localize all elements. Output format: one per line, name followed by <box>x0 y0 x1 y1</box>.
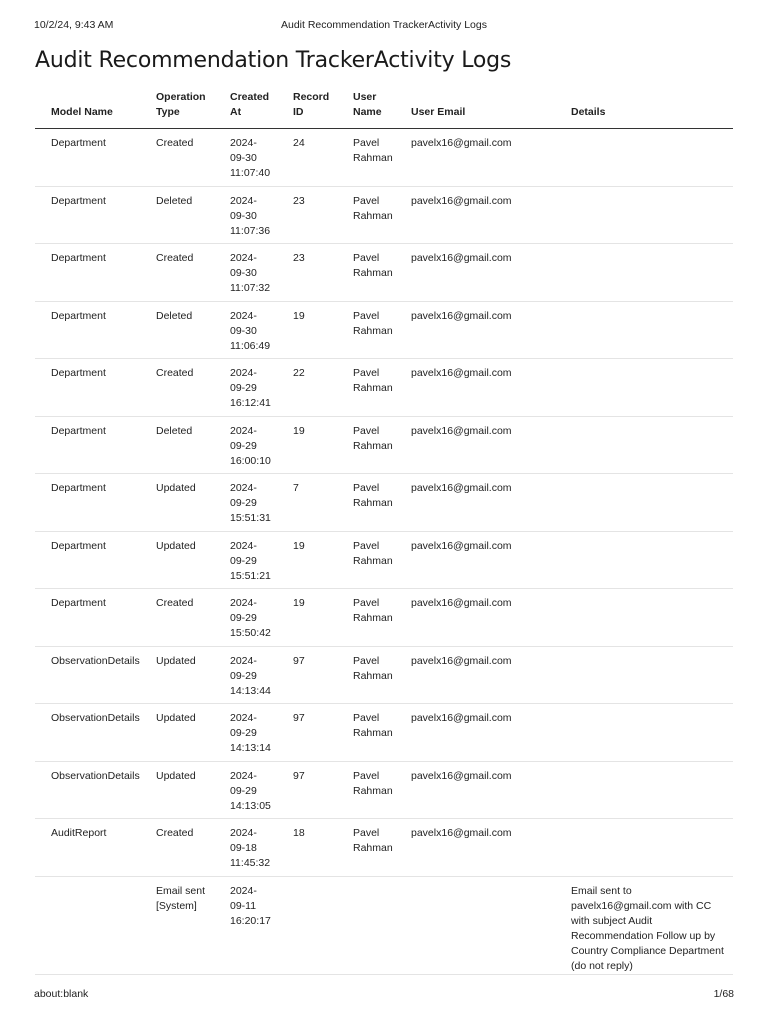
cell-user-name <box>337 129 395 187</box>
cell-record-id <box>277 474 337 532</box>
cell-user-name <box>337 589 395 647</box>
cell-user-email <box>395 359 555 417</box>
cell-model-name <box>35 646 140 704</box>
cell-user-email <box>395 761 555 819</box>
cell-record-id <box>277 646 337 704</box>
cell-created-at-text: 2024-09-29 14:13:14 <box>230 712 271 754</box>
cell-user-email <box>395 129 555 187</box>
cell-user-name-text: Pavel Rahman <box>353 539 393 567</box>
cell-operation-type <box>140 589 214 647</box>
cell-record-id-text: 97 <box>293 654 305 667</box>
cell-created-at <box>214 646 277 704</box>
cell-user-email-text: pavelx16@gmail.com <box>411 137 512 149</box>
cell-user-name-text: Pavel Rahman <box>353 597 393 624</box>
cell-model-name-text: Department <box>51 252 106 264</box>
cell-created-at-text: 2024-09-11 16:20:17 <box>230 884 271 927</box>
cell-user-email-text: pavelx16@gmail.com <box>411 482 512 494</box>
cell-record-id-text: 19 <box>293 424 305 437</box>
cell-user-email-text: pavelx16@gmail.com <box>411 769 512 782</box>
cell-user-name <box>337 359 395 417</box>
cell-model-name-text: Department <box>51 137 106 149</box>
cell-operation-type-text: Created <box>156 252 194 264</box>
cell-record-id <box>277 819 337 877</box>
cell-model-name-text: Department <box>51 309 106 322</box>
cell-created-at <box>214 819 277 877</box>
cell-user-name <box>337 646 395 704</box>
cell-user-email <box>395 301 555 359</box>
cell-operation-type <box>140 186 214 244</box>
table-row <box>35 301 733 359</box>
cell-model-name <box>35 186 140 244</box>
cell-record-id <box>277 704 337 762</box>
cell-user-name <box>337 876 395 974</box>
cell-model-name-text: ObservationDetails <box>51 712 140 724</box>
cell-record-id-text: 23 <box>293 252 305 264</box>
cell-user-email-text: pavelx16@gmail.com <box>411 367 512 379</box>
cell-created-at-text: 2024-09-29 15:51:31 <box>230 482 271 524</box>
cell-user-name <box>337 186 395 244</box>
cell-operation-type <box>140 416 214 474</box>
table-row <box>35 359 733 417</box>
cell-model-name <box>35 244 140 302</box>
activity-logs-table <box>35 90 733 975</box>
cell-model-name <box>35 819 140 877</box>
cell-user-name <box>337 704 395 762</box>
cell-record-id <box>277 359 337 417</box>
cell-details <box>555 589 733 647</box>
cell-created-at-text: 2024-09-18 11:45:32 <box>230 827 271 869</box>
cell-user-email <box>395 704 555 762</box>
cell-record-id-text: 18 <box>293 827 305 839</box>
cell-model-name-text: Department <box>51 194 106 207</box>
cell-record-id-text: 19 <box>293 309 305 322</box>
cell-operation-type-text: Created <box>156 367 194 379</box>
cell-model-name <box>35 301 140 359</box>
cell-operation-type <box>140 646 214 704</box>
table-row <box>35 704 733 762</box>
cell-record-id-text: 7 <box>293 482 299 494</box>
cell-user-email <box>395 589 555 647</box>
page-title: Audit Recommendation TrackerActivity Logs <box>35 48 512 73</box>
header-record-id: Record ID <box>277 90 337 129</box>
cell-details <box>555 819 733 877</box>
cell-user-name-text: Pavel Rahman <box>353 654 393 682</box>
cell-details <box>555 301 733 359</box>
cell-user-name-text: Pavel Rahman <box>353 712 393 739</box>
cell-created-at <box>214 301 277 359</box>
cell-created-at-text: 2024-09-30 11:07:40 <box>230 137 271 179</box>
cell-user-name-text: Pavel Rahman <box>353 769 393 797</box>
cell-model-name-text: ObservationDetails <box>51 769 140 782</box>
cell-details <box>555 876 733 974</box>
cell-user-email <box>395 186 555 244</box>
table-header <box>35 90 733 129</box>
cell-user-name-text: Pavel Rahman <box>353 482 393 509</box>
cell-user-name <box>337 819 395 877</box>
page-number: 1/68 <box>713 988 734 1000</box>
cell-user-name <box>337 244 395 302</box>
cell-user-email <box>395 244 555 302</box>
cell-created-at <box>214 589 277 647</box>
cell-user-email-text: pavelx16@gmail.com <box>411 194 512 207</box>
cell-record-id <box>277 761 337 819</box>
print-doc-title: Audit Recommendation TrackerActivity Logs <box>280 19 487 31</box>
cell-model-name <box>35 704 140 762</box>
cell-details-text: Email sent to pavelx16@gmail.com with CC with subject Audit Recommendation Follow up by Country Compliance Department (do not reply) <box>571 884 724 972</box>
cell-user-email <box>395 531 555 589</box>
cell-user-email-text: pavelx16@gmail.com <box>411 539 512 552</box>
cell-created-at <box>214 244 277 302</box>
header-created-at: Created At <box>214 90 277 129</box>
cell-created-at <box>214 359 277 417</box>
cell-operation-type-text: Deleted <box>156 309 193 322</box>
cell-user-email-text: pavelx16@gmail.com <box>411 252 512 264</box>
cell-model-name <box>35 359 140 417</box>
cell-user-name-text: Pavel Rahman <box>353 194 393 222</box>
cell-created-at <box>214 876 277 974</box>
cell-user-email-text: pavelx16@gmail.com <box>411 827 512 839</box>
cell-created-at <box>214 704 277 762</box>
cell-user-email-text: pavelx16@gmail.com <box>411 424 512 437</box>
cell-created-at-text: 2024-09-29 16:00:10 <box>230 424 271 467</box>
cell-details <box>555 704 733 762</box>
cell-record-id <box>277 531 337 589</box>
cell-operation-type-text: Email sent [System] <box>156 884 206 912</box>
cell-created-at-text: 2024-09-30 11:06:49 <box>230 309 271 352</box>
cell-model-name-text: Department <box>51 597 106 609</box>
cell-model-name <box>35 589 140 647</box>
cell-operation-type <box>140 244 214 302</box>
cell-record-id <box>277 416 337 474</box>
table-row <box>35 416 733 474</box>
cell-user-email-text: pavelx16@gmail.com <box>411 309 512 322</box>
cell-details <box>555 416 733 474</box>
cell-model-name-text: Department <box>51 367 106 379</box>
cell-model-name <box>35 761 140 819</box>
table-row <box>35 646 733 704</box>
cell-model-name <box>35 876 140 974</box>
cell-details <box>555 129 733 187</box>
cell-user-name <box>337 531 395 589</box>
cell-created-at <box>214 531 277 589</box>
table-row <box>35 819 733 877</box>
cell-record-id-text: 24 <box>293 137 305 149</box>
cell-model-name <box>35 416 140 474</box>
cell-operation-type <box>140 704 214 762</box>
cell-user-email-text: pavelx16@gmail.com <box>411 712 512 724</box>
cell-record-id <box>277 876 337 974</box>
cell-record-id <box>277 129 337 187</box>
cell-operation-type <box>140 761 214 819</box>
cell-record-id <box>277 589 337 647</box>
cell-operation-type-text: Updated <box>156 482 196 494</box>
cell-record-id <box>277 244 337 302</box>
cell-user-email <box>395 416 555 474</box>
cell-user-name <box>337 416 395 474</box>
cell-details <box>555 244 733 302</box>
cell-created-at <box>214 129 277 187</box>
cell-created-at-text: 2024-09-29 16:12:41 <box>230 367 271 409</box>
cell-operation-type <box>140 876 214 974</box>
table-row <box>35 244 733 302</box>
cell-created-at <box>214 474 277 532</box>
cell-created-at-text: 2024-09-29 14:13:44 <box>230 654 271 697</box>
cell-operation-type-text: Updated <box>156 712 196 724</box>
cell-details <box>555 474 733 532</box>
cell-user-email-text: pavelx16@gmail.com <box>411 654 512 667</box>
cell-operation-type <box>140 129 214 187</box>
cell-created-at <box>214 186 277 244</box>
cell-user-name-text: Pavel Rahman <box>353 252 393 279</box>
cell-created-at <box>214 761 277 819</box>
print-url: about:blank <box>34 988 89 1000</box>
cell-record-id-text: 22 <box>293 367 305 379</box>
cell-model-name <box>35 129 140 187</box>
cell-model-name-text: ObservationDetails <box>51 654 140 667</box>
cell-details <box>555 646 733 704</box>
cell-operation-type <box>140 474 214 532</box>
cell-operation-type-text: Created <box>156 827 194 839</box>
cell-record-id-text: 19 <box>293 539 305 552</box>
header-details: Details <box>555 90 733 129</box>
cell-user-name-text: Pavel Rahman <box>353 137 393 164</box>
cell-operation-type-text: Deleted <box>156 194 193 207</box>
cell-operation-type-text: Updated <box>156 539 196 552</box>
cell-record-id-text: 97 <box>293 769 305 782</box>
cell-created-at-text: 2024-09-30 11:07:32 <box>230 252 271 294</box>
header-model-name: Model Name <box>35 90 140 129</box>
cell-operation-type-text: Created <box>156 597 194 609</box>
cell-record-id-text: 97 <box>293 712 305 724</box>
cell-operation-type <box>140 531 214 589</box>
cell-user-email <box>395 876 555 974</box>
cell-operation-type <box>140 301 214 359</box>
cell-created-at-text: 2024-09-29 15:50:42 <box>230 597 271 639</box>
cell-model-name-text: Department <box>51 539 106 552</box>
cell-model-name <box>35 474 140 532</box>
cell-record-id-text: 23 <box>293 194 305 207</box>
cell-operation-type <box>140 819 214 877</box>
table-row <box>35 531 733 589</box>
cell-user-email <box>395 819 555 877</box>
header-operation-type: Operation Type <box>140 90 214 129</box>
header-user-name: User Name <box>337 90 395 129</box>
header-user-email: User Email <box>395 90 555 129</box>
cell-user-name-text: Pavel Rahman <box>353 424 393 452</box>
cell-user-name-text: Pavel Rahman <box>353 309 393 337</box>
cell-record-id <box>277 186 337 244</box>
cell-model-name-text: Department <box>51 482 106 494</box>
table-row <box>35 474 733 532</box>
table-row <box>35 589 733 647</box>
table-row <box>35 129 733 187</box>
table-body <box>35 129 733 975</box>
cell-user-name <box>337 474 395 532</box>
print-datetime: 10/2/24, 9:43 AM <box>34 19 114 31</box>
cell-user-name <box>337 761 395 819</box>
cell-user-email <box>395 646 555 704</box>
cell-model-name-text: AuditReport <box>51 827 107 839</box>
table-row <box>35 876 733 974</box>
cell-operation-type-text: Created <box>156 137 194 149</box>
cell-user-name-text: Pavel Rahman <box>353 827 393 854</box>
cell-created-at-text: 2024-09-29 15:51:21 <box>230 539 271 582</box>
print-header <box>34 19 734 33</box>
print-footer <box>34 988 734 1002</box>
cell-created-at-text: 2024-09-30 11:07:36 <box>230 194 271 237</box>
cell-user-name-text: Pavel Rahman <box>353 367 393 394</box>
cell-user-email <box>395 474 555 532</box>
cell-record-id <box>277 301 337 359</box>
cell-details <box>555 186 733 244</box>
cell-details <box>555 359 733 417</box>
cell-operation-type-text: Updated <box>156 654 196 667</box>
cell-operation-type <box>140 359 214 417</box>
cell-model-name <box>35 531 140 589</box>
cell-record-id-text: 19 <box>293 597 305 609</box>
cell-created-at <box>214 416 277 474</box>
cell-operation-type-text: Updated <box>156 769 196 782</box>
cell-user-name <box>337 301 395 359</box>
cell-created-at-text: 2024-09-29 14:13:05 <box>230 769 271 812</box>
cell-operation-type-text: Deleted <box>156 424 193 437</box>
table-row <box>35 186 733 244</box>
cell-model-name-text: Department <box>51 424 106 437</box>
table-row <box>35 761 733 819</box>
cell-user-email-text: pavelx16@gmail.com <box>411 597 512 609</box>
cell-details <box>555 761 733 819</box>
cell-details <box>555 531 733 589</box>
